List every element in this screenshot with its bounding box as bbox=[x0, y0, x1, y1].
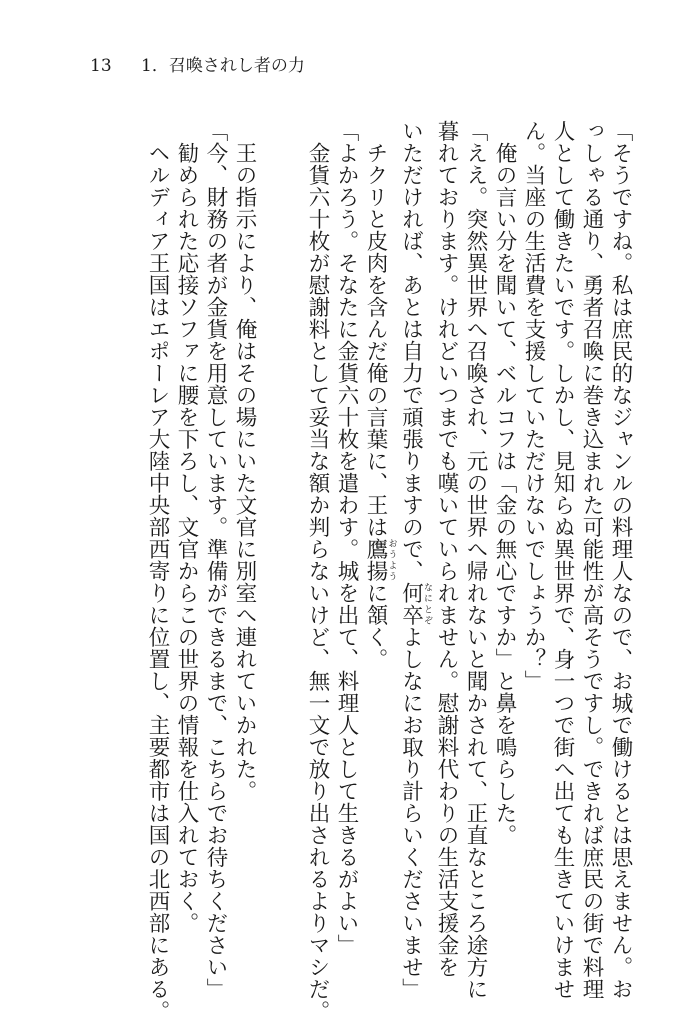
running-header bbox=[90, 56, 305, 76]
ruby-ouyou: 鷹揚おうよう bbox=[363, 538, 397, 582]
text-line: 「ええ。突然異世界へ召喚され、元の世界へ帰れないと聞かされて、正直なところ途方に bbox=[463, 120, 488, 1000]
text-line: 金貨六十枚が慰謝料として妥当な額か判らないけど、無一文で放り出されるよりマシだ。 bbox=[305, 120, 330, 1022]
text-line: 人として働きたいです。しかし、見知らぬ異世界で、身一つで街へ出ても生きていけませ bbox=[550, 120, 575, 1000]
page-number: 13 bbox=[90, 56, 112, 76]
text-line: 暮れております。けれどいつまでも嘆いていられません。慰謝料代わりの生活支援金を bbox=[434, 120, 459, 978]
text-line: ヘルディア王国はエポーレア大陸中央部西寄りに位置し、主要都市は国の北西部にある。 bbox=[145, 120, 170, 1022]
text-line: 王の指示により、俺はその場にいた文官に別室へ連れていかれた。 bbox=[232, 120, 257, 802]
text-line: 勧められた応接ソファに腰を下ろし、文官からこの世界の情報を仕入れておく。 bbox=[174, 120, 199, 934]
text-line: 「よかろう。そなたに金貨六十枚を遣わす。城を出て、料理人として生きるがよい」 bbox=[334, 120, 359, 956]
ruby-nanitozo: 何卒なにとぞ bbox=[398, 582, 432, 626]
text-line: 「そうですね。私は庶民的なジャンルの料理人なので、お城で働けるとは思えません。お bbox=[608, 120, 633, 1000]
text-line: 俺の言い分を聞いて、ベルコフは「金の無心ですか」と鼻を鳴らした。 bbox=[492, 120, 517, 846]
text-line: ん。当座の生活費を支援していただけないでしょうか？」 bbox=[521, 120, 546, 692]
text-line: いただければ、あとは自力で頑張りますので、何卒なにとぞよしなにお取り計らいくださいませ」 bbox=[398, 120, 432, 1000]
chapter-title: 1．召喚されし者の力 bbox=[141, 56, 305, 76]
text-line: チクリと皮肉を含んだ俺の言葉に、王は鷹揚おうように頷く。 bbox=[363, 120, 397, 670]
text-line: っしゃる通り、勇者召喚に巻き込まれた可能性が高そうですし。できれば庶民の街で料理 bbox=[579, 120, 604, 1000]
vertical-body-text bbox=[143, 120, 635, 1022]
text-line: 「今、財務の者が金貨を用意しています。準備ができるまで、こちらでお待ちください」 bbox=[203, 120, 228, 1000]
